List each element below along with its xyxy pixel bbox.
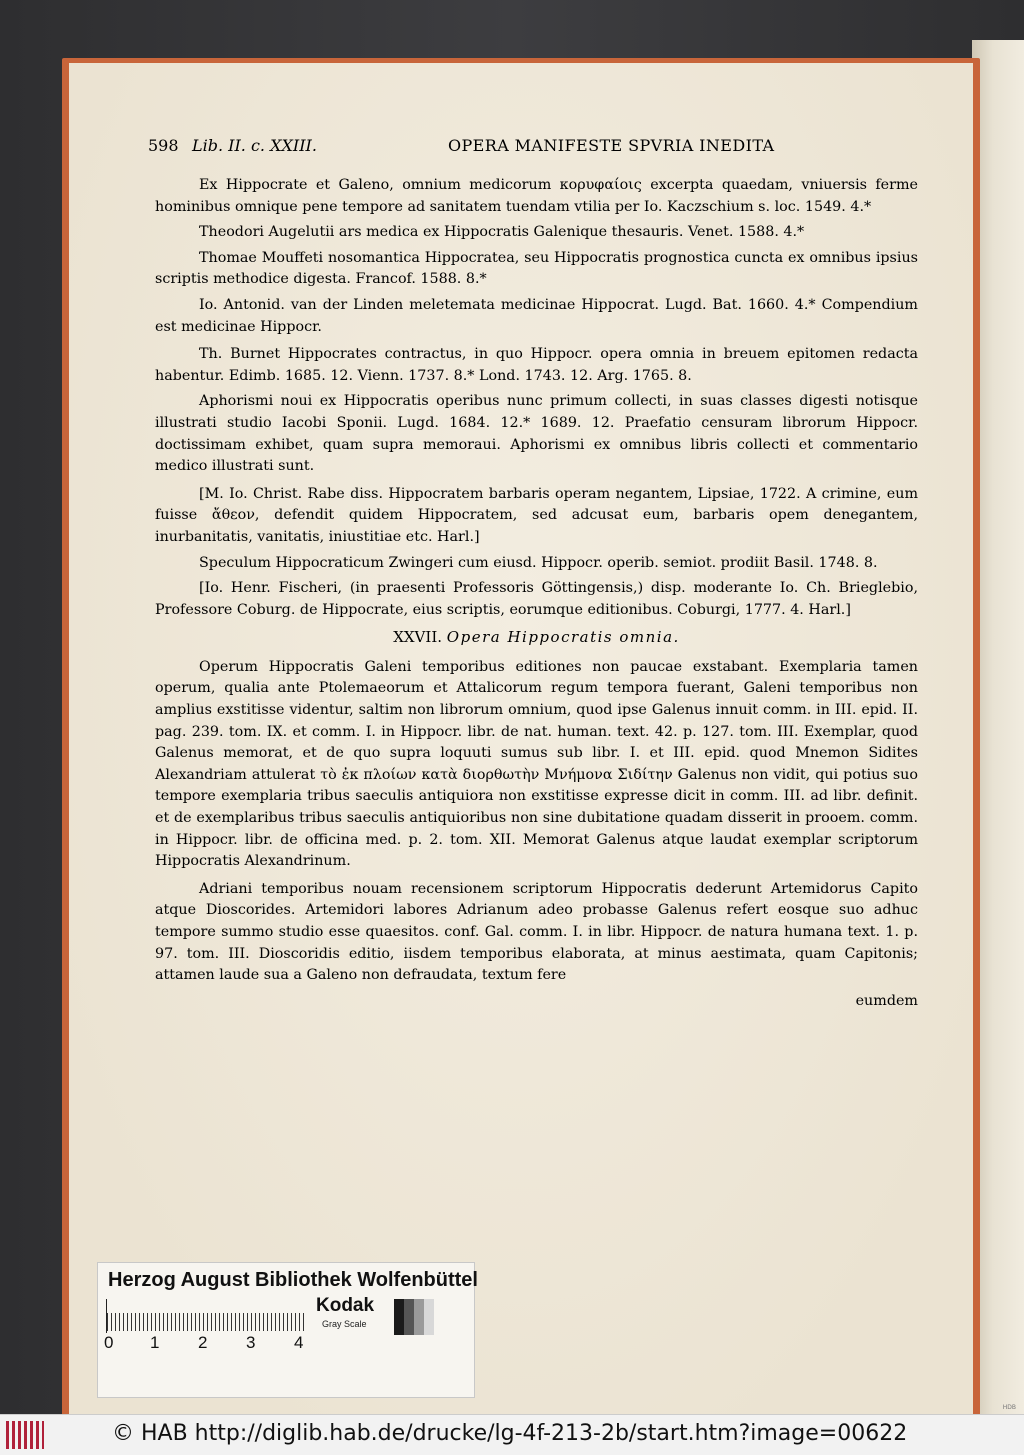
section-heading xyxy=(155,627,918,649)
hab-logo-icon xyxy=(6,1421,44,1449)
section-number: XXVII. xyxy=(393,628,443,647)
ruler-numbers xyxy=(102,1333,312,1355)
entry-paragraph: Theodori Augelutii ars medica ex Hippocratis Galenique thesauris. Venet. 1588. 4.* xyxy=(199,224,805,241)
footer-copyright-url[interactable]: © HAB http://diglib.hab.de/drucke/lg-4f-213-2b/start.htm?image=00622 xyxy=(112,1421,908,1446)
section-paragraph: Adriani temporibus nouam recensionem scriptorum Hippocratis dederunt Artemidorus Capito atque Dioscorides. Artemidori labores Adrianum adeo probasse Galenus refert eosque suo adhuc tempore summo studio esse quaesitos. conf. Gal. comm. I. in libr. Hippocr. de natura humana text. 1. p. 97. tom. III. Dioscoridis editio, iisdem temporibus elaborata, at minus aestimata, quam Capitonis; attamen laude sua a Galeno non defraudata, textum fere xyxy=(155,880,918,984)
section-paragraph: Operum Hippocratis Galeni temporibus editiones non paucae exstabant. Exemplaria tamen operum, qualia ante Ptolemaeorum et Attalicorum regum tempora fuerant, Galeni temporibus non amplius exstitisse videntur, saltim non librorum omnium, quod ipse Galenus innuit comm. in III. epid. II. pag. 239. tom. IX. et comm. I. in Hippocr. libr. de nat. human. text. 42. p. 127. tom. III. Exemplar, quod Galenus memorat, et de quo supra loquuti sumus sub libr. I. et III. epid. quod Mnemon Sidites Alexandriam attulerat τὸ ἐκ πλοίων κατὰ διορθωτὴν Μνήμονα Σιδίτην Galenus non vidit, qui potius suo tempore exemplaria tribus saeculis antiquiora non exstitisse expresse dicit in comm. III. ad libr. definit. et de exemplaribus tribus saeculis antiquioribus non sine dubitatione quadam disserit in prooem. comm. in Hippocr. libr. de officina med. p. 2. tom. XII. Memorat Galenus atque laudat exemplar scriptorum Hippocratis Alexandrinum. xyxy=(155,658,918,870)
entry-paragraph: Ex Hippocrate et Galeno, omnium medicorum κορυφαίοις excerpta quaedam, vniuersis ferme hominibus omnique pene tempore ad sanitatem tuendam vtilia per Io. Kaczschium s. loc. 1549. 4.* xyxy=(155,177,918,215)
entry-paragraph: Th. Burnet Hippocrates contractus, in quo Hippocr. opera omnia in breuem epitomen redacta habentur. Edimb. 1685. 12. Vienn. 1737. 8.* Lond. 1743. 12. Arg. 1765. 8. xyxy=(155,346,918,384)
ruler-number: 1 xyxy=(150,1333,160,1352)
ruler-number: 4 xyxy=(294,1333,304,1352)
ruler-number: 3 xyxy=(246,1333,256,1352)
kodak-logo: Kodak xyxy=(316,1295,375,1316)
section-title: Opera Hippocratis omnia. xyxy=(446,628,680,647)
running-title: OPERA MANIFESTE SPVRIA INEDITA xyxy=(448,136,775,155)
library-color-card xyxy=(97,1262,478,1398)
footer-bar xyxy=(0,1414,1024,1455)
entry-paragraph: [Io. Henr. Fischeri, (in praesenti Professoris Göttingensis,) disp. moderante Io. Ch. Brieglebio, Professore Coburg. de Hippocrate, eius scriptis, eorumque editionibus. Coburgi, 1777. 4. Harl.] xyxy=(155,580,918,618)
entry-paragraph: Io. Antonid. van der Linden meletemata medicinae Hippocrat. Lugd. Bat. 1660. 4.* Compendium est medicinae Hippocr. xyxy=(155,296,918,335)
entry-paragraph: Thomae Mouffeti nosomantica Hippocratea, seu Hippocratis prognostica cuncta ex omnibus ipsius scriptis methodice digesta. Francof. 1588. 8.* xyxy=(155,249,918,288)
gray-scale-patch xyxy=(394,1299,434,1335)
ruler-number: 2 xyxy=(198,1333,208,1352)
page-body xyxy=(155,175,918,1105)
ruler-number: 0 xyxy=(104,1333,114,1352)
catchword: eumdem xyxy=(855,992,918,1009)
page-number: 598 xyxy=(148,136,179,155)
entry-paragraph: [M. Io. Christ. Rabe diss. Hippocratem barbaris operam negantem, Lipsiae, 1722. A crimine, eum fuisse ἄθεον, defendit quidem Hippocratem, sed adcusat eum, barbaris opem denegantem, inurbanitatis, vanitatis, iniustitiae etc. Harl.] xyxy=(155,485,918,545)
edge-mark: HDB xyxy=(1002,1404,1016,1411)
scale-ruler xyxy=(106,1299,306,1333)
gray-scale-label: Gray Scale xyxy=(322,1319,367,1329)
entry-paragraph: Speculum Hippocraticum Zwingeri cum eiusd. Hippocr. operib. semiot. prodiit Basil. 1748. 8. xyxy=(199,554,878,571)
entry-paragraph: Aphorismi noui ex Hippocratis operibus nunc primum collecti, in suas classes digesti notisque illustrati studio Iacobi Sponii. Lugd. 1684. 12.* 1689. 12. Praefatio censuram librorum Hippocr. doctissimam exhibet, quam supra memoraui. Aphorismi ex omnibus libris collecti et commentario medico illustrati sunt. xyxy=(155,393,918,475)
library-name: Herzog August Bibliothek Wolfenbüttel xyxy=(108,1269,478,1291)
running-head xyxy=(148,136,788,162)
book-reference: Lib. II. c. XXIII. xyxy=(192,136,317,155)
